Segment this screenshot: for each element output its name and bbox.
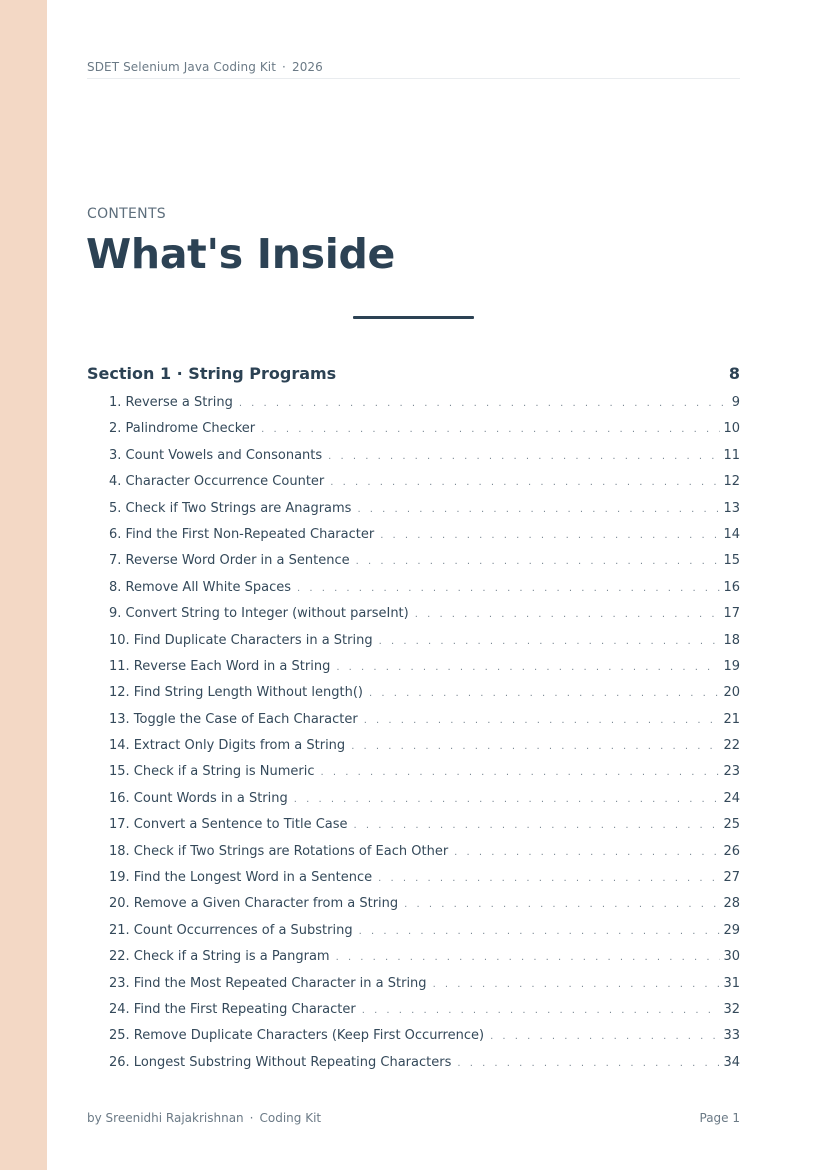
toc-entry[interactable] (109, 448, 740, 474)
toc-entry-page: 32 (723, 1001, 740, 1017)
toc-section-heading[interactable] (87, 364, 740, 383)
dot-leader (261, 424, 720, 435)
dot-leader (294, 794, 721, 805)
dot-leader (404, 899, 720, 910)
toc-entry-label: 17. Convert a Sentence to Title Case (109, 817, 348, 833)
header-separator: · (282, 60, 286, 74)
toc-entry-label: 8. Remove All White Spaces (109, 579, 291, 595)
toc-entry[interactable] (109, 633, 740, 659)
dot-leader (321, 767, 721, 778)
toc-entry-page: 20 (723, 685, 740, 701)
toc-entry-label: 25. Remove Duplicate Characters (Keep First Occurrence) (109, 1028, 485, 1044)
dot-leader (457, 1058, 720, 1069)
toc-entry-page: 31 (723, 975, 740, 991)
toc-entry[interactable] (109, 844, 740, 870)
toc-entry-page: 25 (723, 817, 740, 833)
toc-list (109, 395, 740, 1081)
toc-entry-page: 15 (723, 553, 740, 569)
toc-entry[interactable] (109, 949, 740, 975)
dot-leader (297, 583, 720, 594)
toc-entry-page: 16 (723, 579, 740, 595)
toc-entry[interactable] (109, 527, 740, 553)
dot-leader (336, 662, 720, 673)
section-page-number: 8 (728, 364, 740, 383)
toc-entry-label: 21. Count Occurrences of a Substring (109, 922, 353, 938)
toc-entry-page: 21 (723, 711, 740, 727)
toc-entry[interactable] (109, 685, 740, 711)
toc-entry[interactable] (109, 580, 740, 606)
toc-entry[interactable] (109, 923, 740, 949)
toc-entry-label: 23. Find the Most Repeated Character in a String (109, 975, 427, 991)
toc-entry-label: 18. Check if Two Strings are Rotations of Each Other (109, 843, 449, 859)
toc-entry-page: 24 (723, 790, 740, 806)
toc-entry[interactable] (109, 474, 740, 500)
toc-entry[interactable] (109, 501, 740, 527)
toc-entry-label: 26. Longest Substring Without Repeating Characters (109, 1054, 452, 1070)
contents-kicker: CONTENTS (87, 206, 166, 222)
dot-leader (415, 609, 721, 620)
toc-entry-page: 26 (723, 843, 740, 859)
dot-leader (378, 873, 720, 884)
dot-leader (330, 477, 720, 488)
toc-entry-page: 12 (723, 474, 740, 490)
toc-entry[interactable] (109, 791, 740, 817)
running-footer (87, 1111, 740, 1125)
toc-entry-page: 27 (723, 870, 740, 886)
toc-entry-page: 13 (723, 500, 740, 516)
section-label: Section 1 · String Programs (87, 364, 337, 383)
toc-entry[interactable] (109, 712, 740, 738)
dot-leader (369, 688, 720, 699)
toc-entry-label: 4. Character Occurrence Counter (109, 474, 325, 490)
toc-entry[interactable] (109, 870, 740, 896)
toc-entry-page: 10 (723, 421, 740, 437)
toc-entry[interactable] (109, 553, 740, 579)
toc-entry[interactable] (109, 896, 740, 922)
header-doc-title: SDET Selenium Java Coding Kit (87, 60, 277, 74)
footer-byline (87, 1111, 321, 1125)
dot-leader (239, 398, 729, 409)
toc-entry[interactable] (109, 659, 740, 685)
toc-entry-label: 13. Toggle the Case of Each Character (109, 711, 358, 727)
toc-entry[interactable] (109, 764, 740, 790)
toc-entry-label: 3. Count Vowels and Consonants (109, 447, 323, 463)
dot-leader (364, 715, 721, 726)
toc-entry-page: 11 (723, 447, 740, 463)
toc-entry-page: 19 (723, 658, 740, 674)
toc-entry[interactable] (109, 976, 740, 1002)
footer-kit: Coding Kit (259, 1111, 322, 1125)
footer-separator: · (249, 1111, 254, 1125)
toc-entry-page: 23 (723, 764, 740, 780)
toc-entry-label: 5. Check if Two Strings are Anagrams (109, 500, 352, 516)
toc-entry-page: 9 (731, 395, 740, 410)
toc-entry[interactable] (109, 1028, 740, 1054)
toc-entry[interactable] (109, 395, 740, 421)
toc-entry[interactable] (109, 817, 740, 843)
dot-leader (328, 451, 720, 462)
toc-entry-page: 28 (723, 896, 740, 912)
dot-leader (380, 530, 720, 541)
toc-entry-label: 12. Find String Length Without length() (109, 685, 363, 701)
toc-entry-label: 20. Remove a Given Character from a String (109, 896, 399, 912)
toc-entry-page: 18 (723, 632, 740, 648)
page-title: What's Inside (86, 230, 396, 278)
header-year: 2026 (291, 60, 323, 74)
toc-entry-label: 10. Find Duplicate Characters in a String (109, 632, 373, 648)
toc-entry-label: 15. Check if a String is Numeric (109, 764, 315, 780)
dot-leader (356, 556, 721, 567)
toc-entry[interactable] (109, 606, 740, 632)
dot-leader (336, 952, 721, 963)
running-header (87, 60, 740, 79)
toc-entry-label: 14. Extract Only Digits from a String (109, 738, 346, 754)
toc-entry-label: 24. Find the First Repeating Character (109, 1001, 356, 1017)
toc-entry-label: 22. Check if a String is a Pangram (109, 949, 330, 965)
toc-entry[interactable] (109, 1002, 740, 1028)
dot-leader (454, 847, 720, 858)
toc-entry-page: 30 (723, 949, 740, 965)
title-divider (353, 316, 474, 319)
toc-entry-page: 29 (723, 922, 740, 938)
dot-leader (379, 636, 721, 647)
dot-leader (351, 741, 720, 752)
toc-entry-label: 19. Find the Longest Word in a Sentence (109, 870, 373, 886)
toc-entry-label: 6. Find the First Non-Repeated Character (109, 526, 375, 542)
toc-entry-page: 22 (723, 738, 740, 754)
decorative-side-bar (0, 0, 47, 1170)
dot-leader (362, 1005, 721, 1016)
toc-entry-page: 17 (723, 606, 740, 622)
footer-page-label: Page 1 (699, 1111, 740, 1125)
dot-leader (357, 504, 720, 515)
dot-leader (354, 820, 721, 831)
dot-leader (433, 979, 721, 990)
toc-entry-label: 9. Convert String to Integer (without parseInt) (109, 606, 409, 622)
dot-leader (359, 926, 721, 937)
dot-leader (490, 1031, 720, 1042)
toc-entry-page: 34 (723, 1054, 740, 1070)
toc-entry-page: 33 (723, 1028, 740, 1044)
toc-entry-label: 11. Reverse Each Word in a String (109, 658, 331, 674)
toc-entry-page: 14 (723, 526, 740, 542)
toc-entry[interactable] (109, 1055, 740, 1081)
toc-entry-label: 1. Reverse a String (109, 395, 233, 410)
toc-entry-label: 16. Count Words in a String (109, 790, 288, 806)
toc-entry-label: 2. Palindrome Checker (109, 421, 256, 437)
toc-entry[interactable] (109, 738, 740, 764)
toc-entry[interactable] (109, 421, 740, 447)
footer-author: by Sreenidhi Rajakrishnan (87, 1111, 244, 1125)
toc-entry-label: 7. Reverse Word Order in a Sentence (109, 553, 350, 569)
